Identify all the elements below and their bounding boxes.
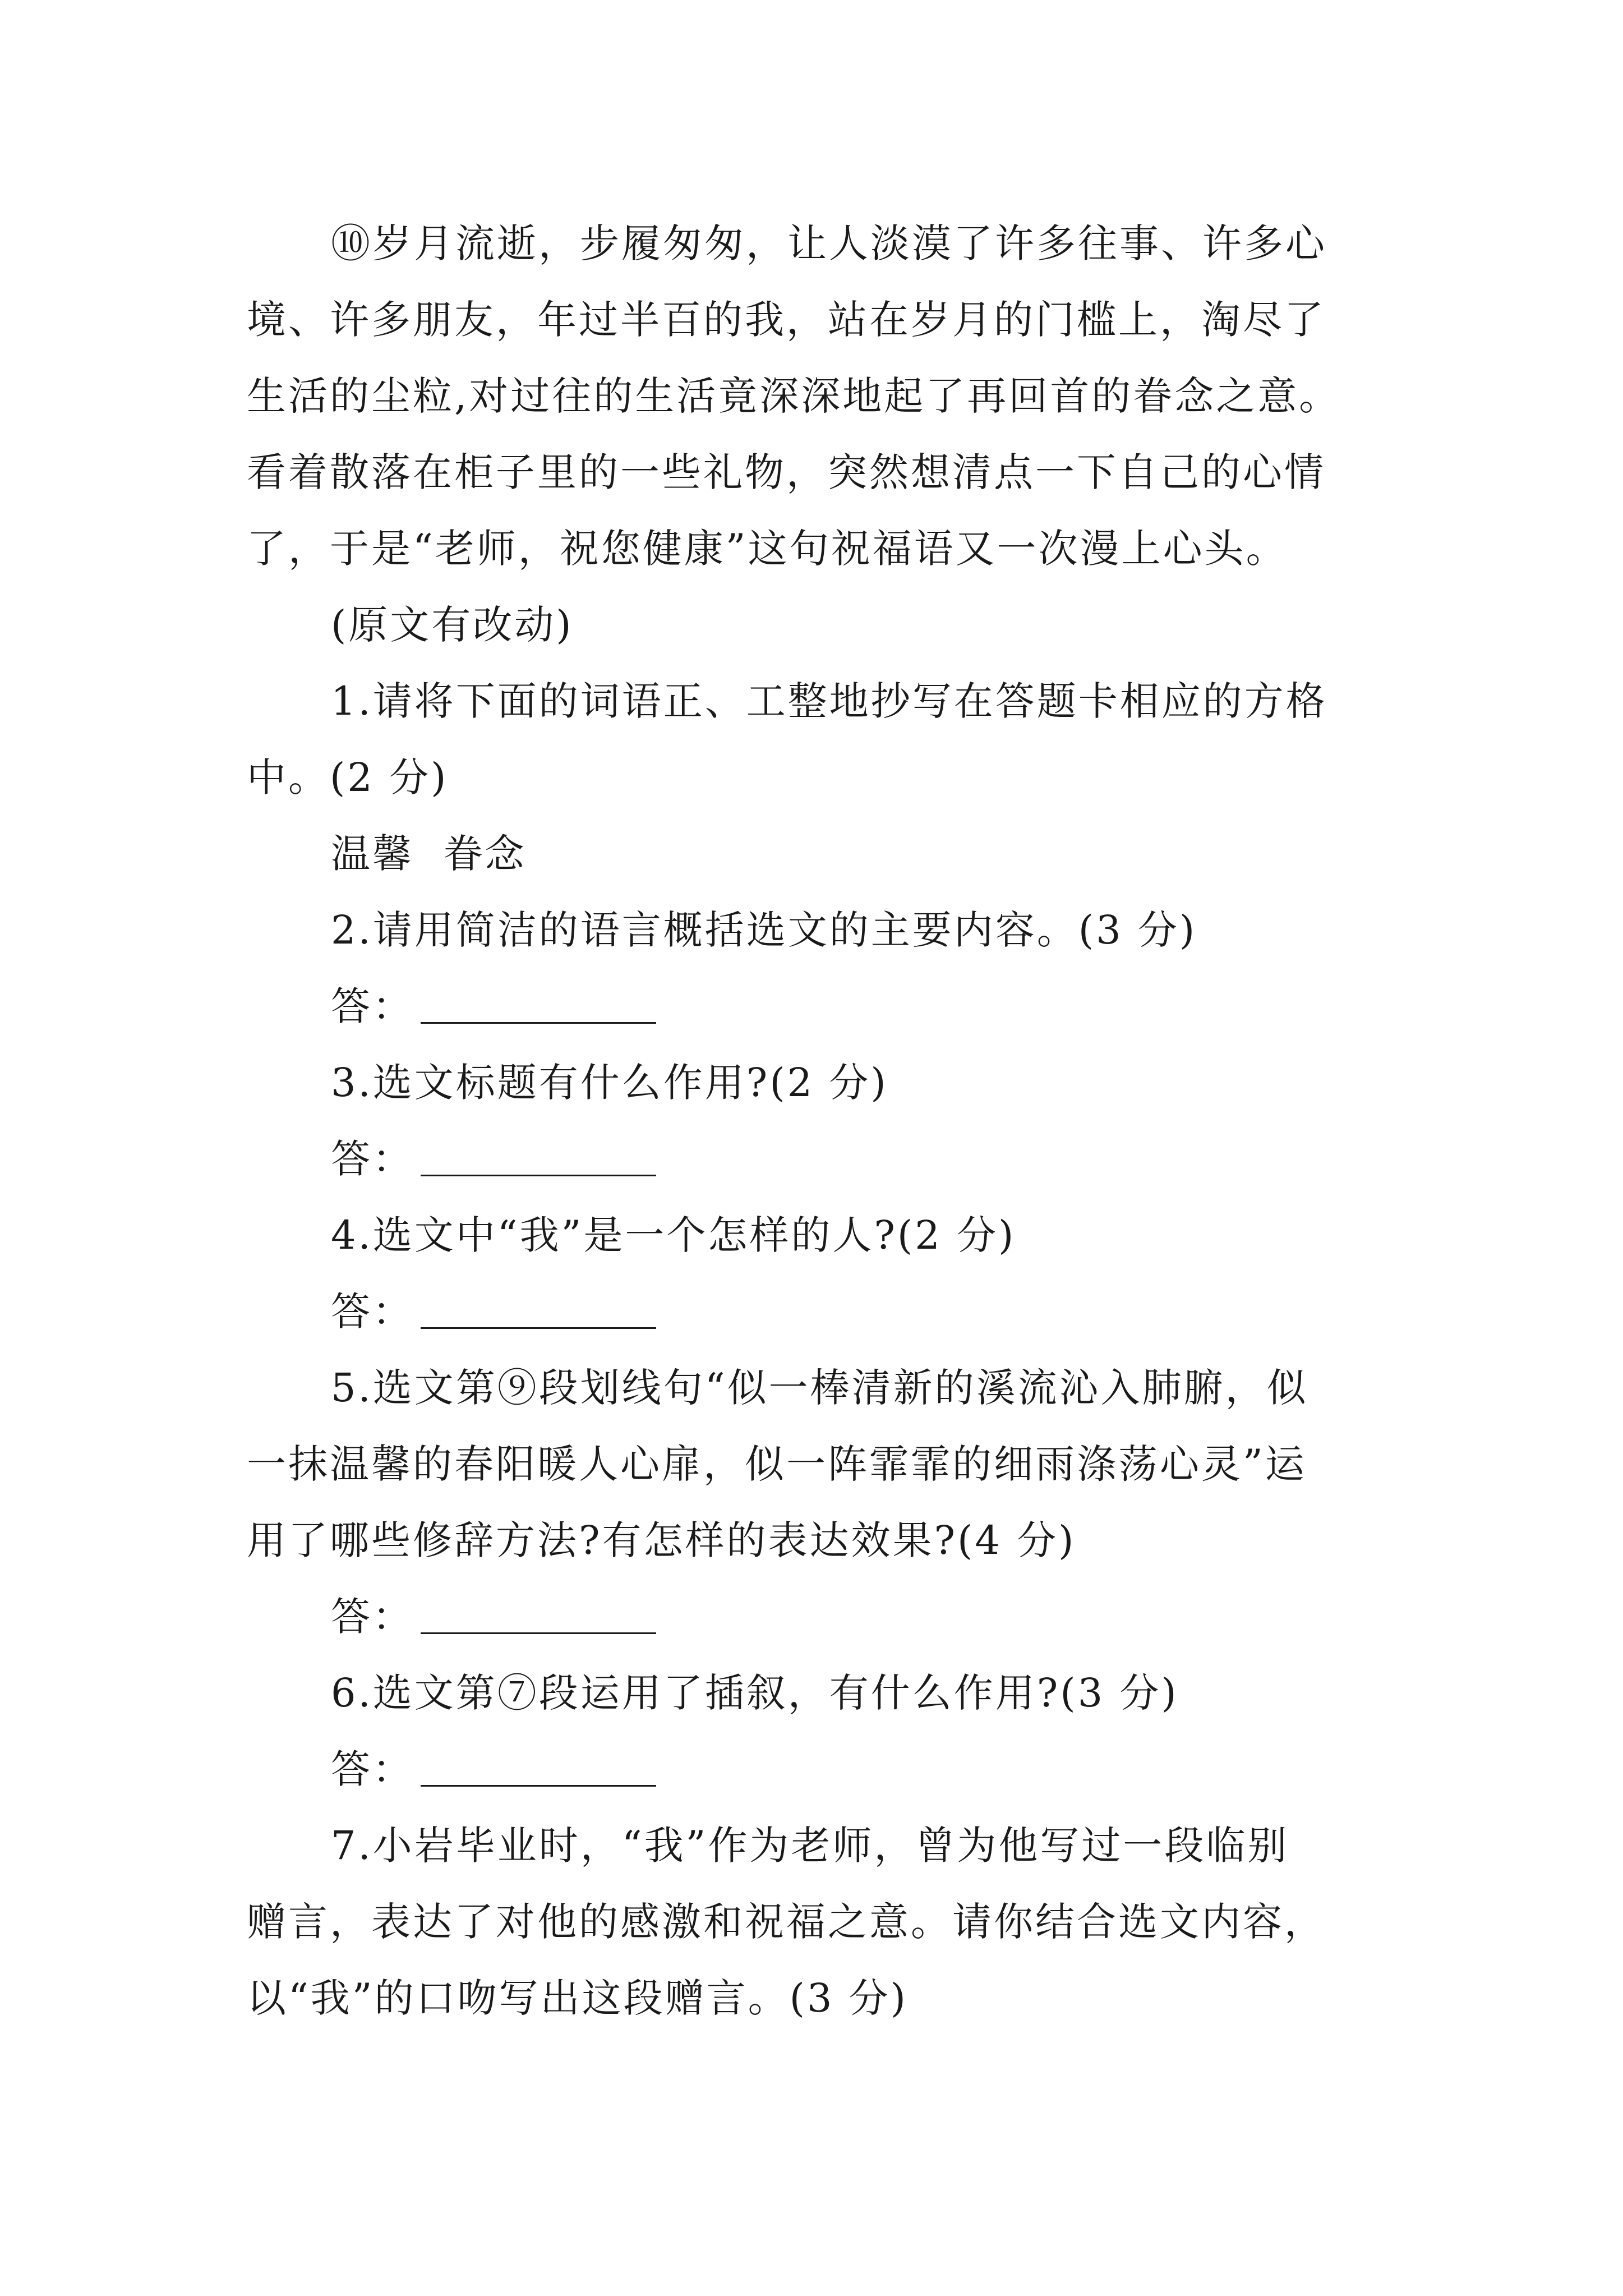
answer-label: 答： <box>331 1289 414 1335</box>
answer-blank[interactable] <box>421 1327 656 1329</box>
passage-line: ⑩岁月流逝，步履匆匆，让人淡漠了许多往事、许多心 <box>331 220 1327 266</box>
question-1-cont: 中。(2 分) <box>247 754 449 800</box>
question-2: 2.请用简洁的语言概括选文的主要内容。(3 分) <box>331 907 1197 953</box>
answer-blank[interactable] <box>421 1632 656 1634</box>
question-1-words: 温馨 眷念 <box>331 831 527 877</box>
question-4: 4.选文中“我”是一个怎样的人?(2 分) <box>331 1212 1016 1258</box>
answer-label: 答： <box>331 1594 414 1640</box>
question-5-cont: 用了哪些修辞方法?有怎样的表达效果?(4 分) <box>247 1517 1076 1563</box>
question-5: 5.选文第⑨段划线句“似一棒清新的溪流沁入肺腑，似 <box>331 1365 1308 1411</box>
question-6: 6.选文第⑦段运用了插叙，有什么作用?(3 分) <box>331 1670 1179 1716</box>
passage-line: 生活的尘粒,对过往的生活竟深深地起了再回首的眷念之意。 <box>247 373 1341 419</box>
answer-label: 答： <box>331 1746 414 1792</box>
question-7-cont: 以“我”的口吻写出这段赠言。(3 分) <box>247 1975 908 2021</box>
answer-label: 答： <box>331 1136 414 1182</box>
passage-line: 境、许多朋友，年过半百的我，站在岁月的门槛上，淘尽了 <box>247 297 1326 343</box>
passage-line: 了，于是“老师，祝您健康”这句祝福语又一次漫上心头。 <box>247 526 1288 572</box>
question-7: 7.小岩毕业时，“我”作为老师，曾为他写过一段临别 <box>331 1823 1289 1869</box>
passage-line: 看着散落在柜子里的一些礼物，突然想清点一下自己的心情 <box>247 449 1326 495</box>
answer-blank[interactable] <box>421 1175 656 1176</box>
question-1: 1.请将下面的词语正、工整地抄写在答题卡相应的方格 <box>331 678 1327 724</box>
answer-label: 答： <box>331 983 414 1029</box>
source-note: (原文有改动) <box>331 602 574 648</box>
question-7-cont: 赠言，表达了对他的感激和祝福之意。请你结合选文内容， <box>247 1899 1326 1945</box>
answer-blank[interactable] <box>421 1785 656 1787</box>
question-3: 3.选文标题有什么作用?(2 分) <box>331 1060 888 1106</box>
question-5-cont: 一抹温馨的春阳暖人心扉，似一阵霏霏的细雨涤荡心灵”运 <box>247 1441 1307 1487</box>
answer-blank[interactable] <box>421 1022 656 1024</box>
